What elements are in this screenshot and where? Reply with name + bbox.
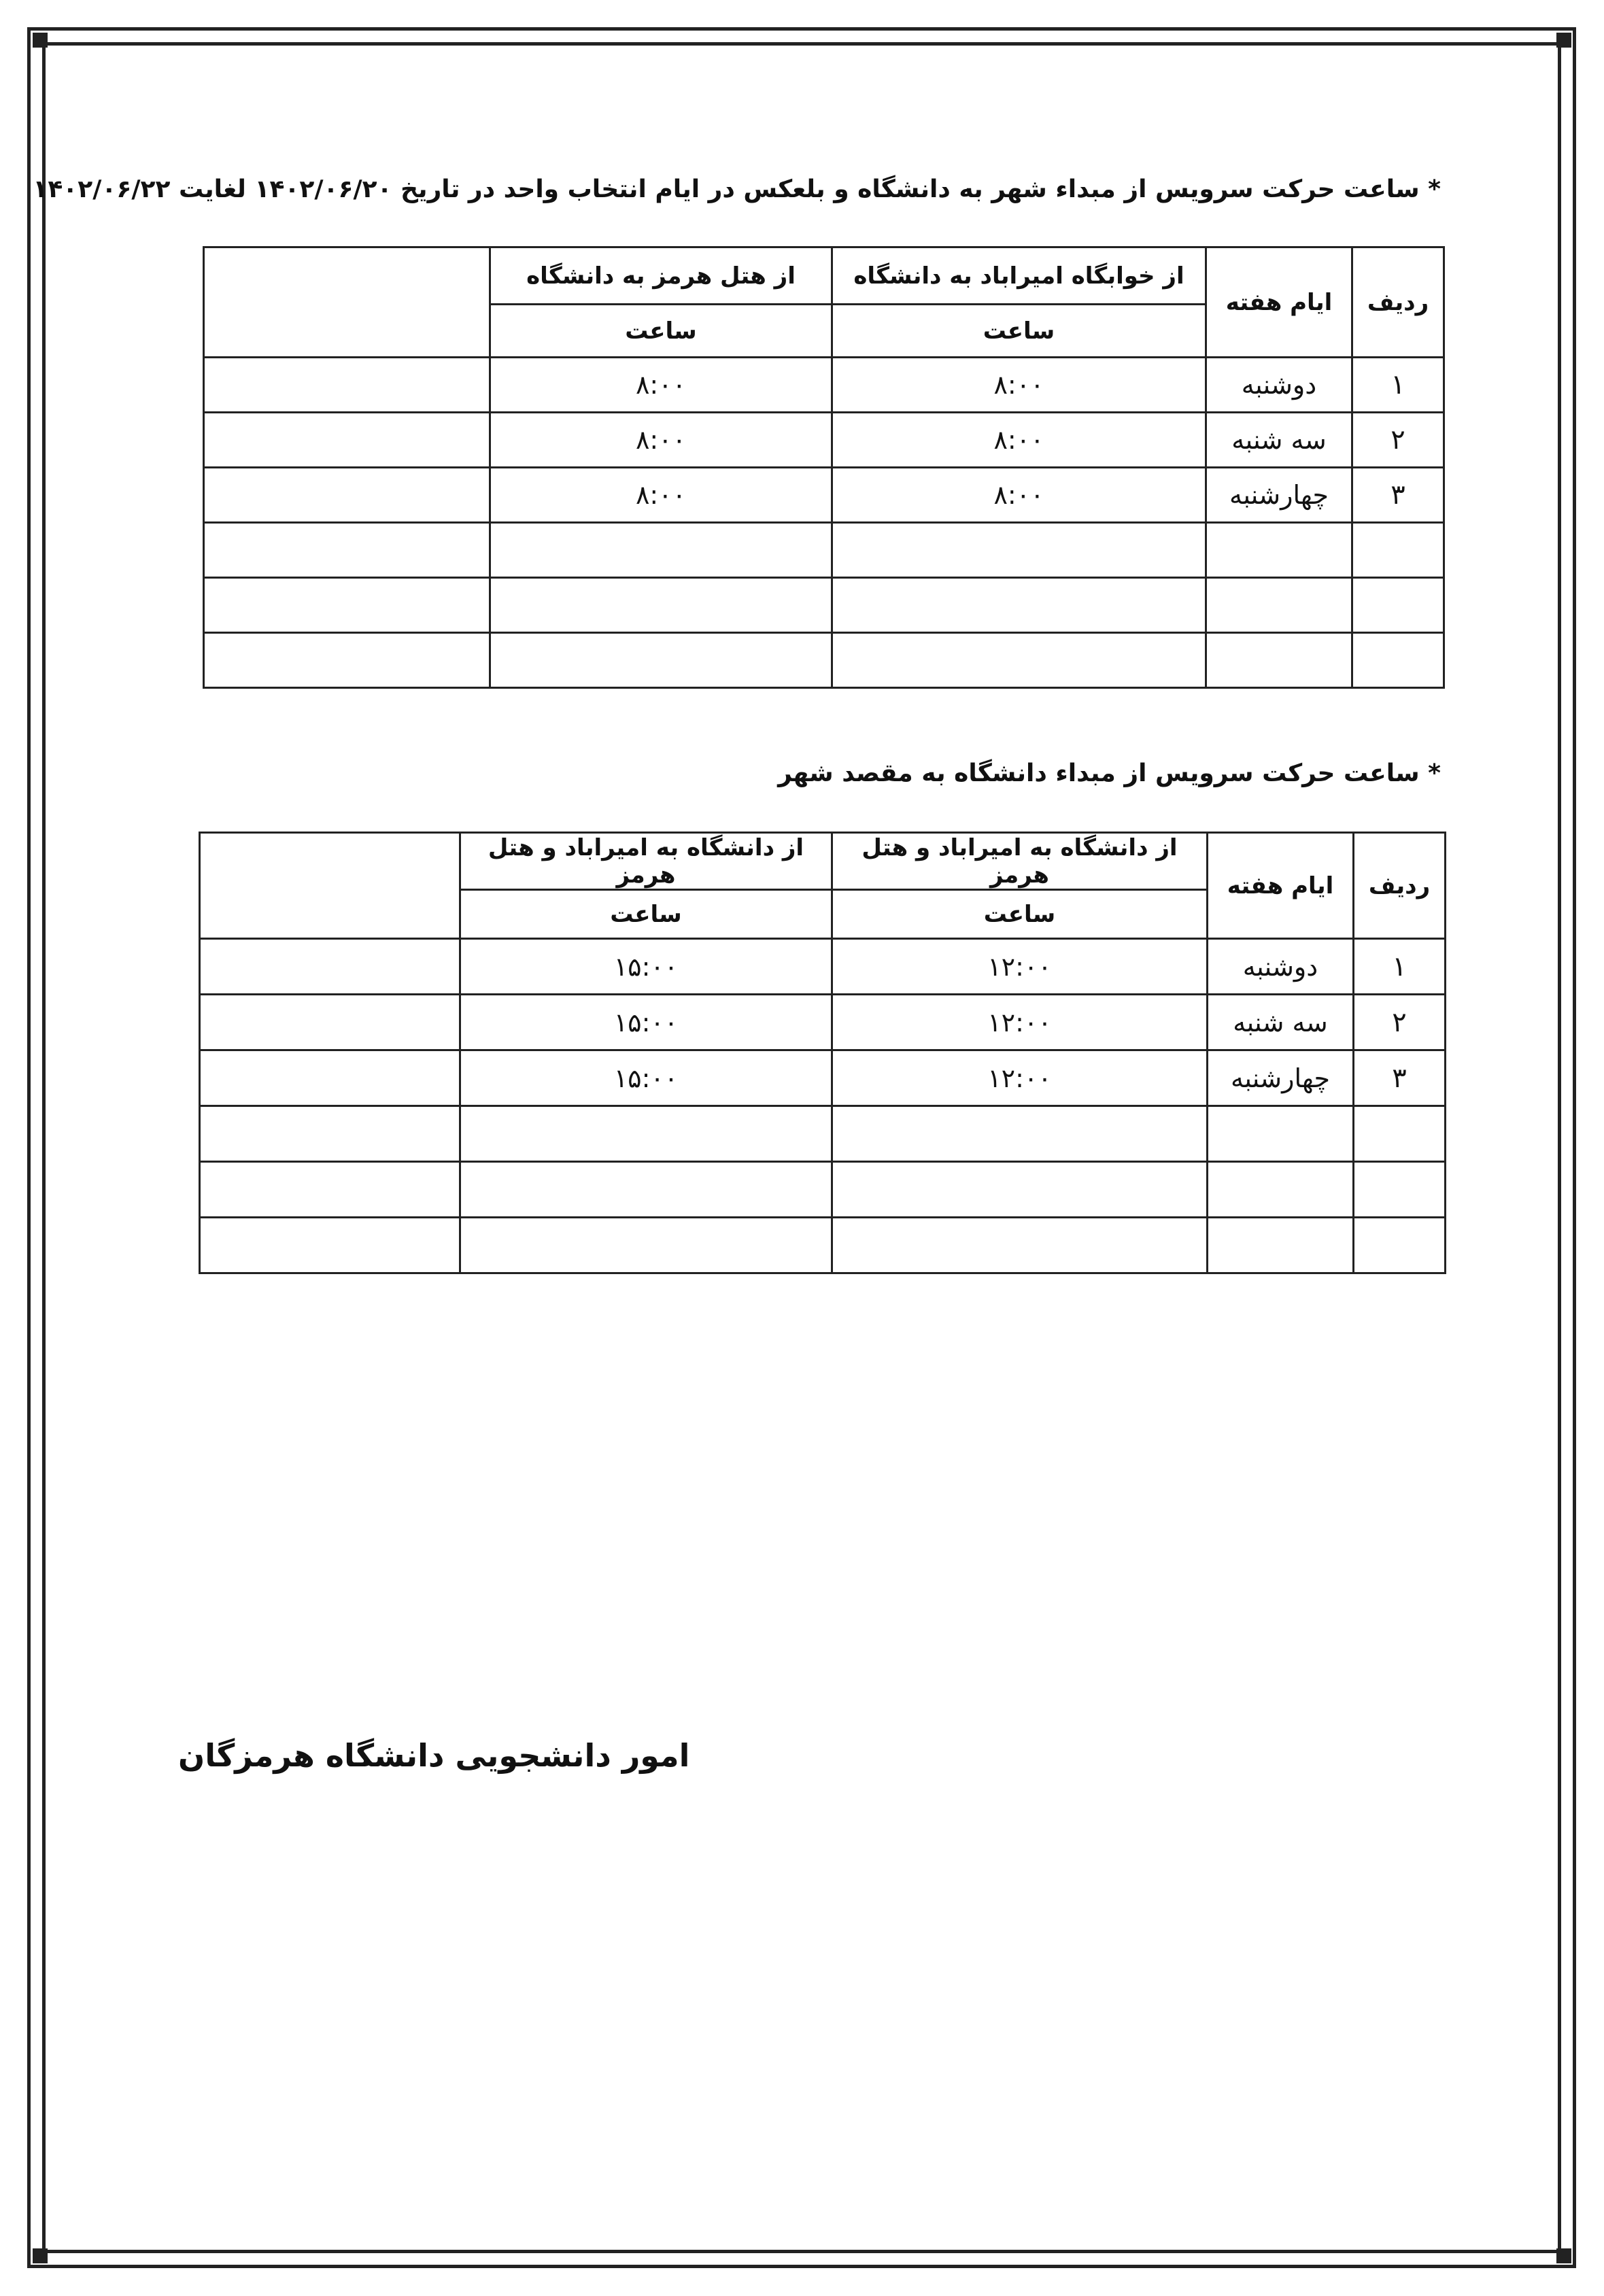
weekday: سه شنبه: [1208, 995, 1354, 1050]
table2-header-weekday: ایام هفته: [1208, 833, 1354, 939]
table-row: [200, 1050, 1446, 1106]
table-row-empty: [204, 633, 1444, 688]
weekday: چهارشنبه: [1206, 468, 1352, 523]
row-number: ۲: [1354, 995, 1446, 1050]
border-corner-top-right: [1556, 33, 1571, 48]
table1-subheader-hour-2: ساعت: [490, 305, 832, 358]
empty-cell: [204, 358, 490, 413]
table2-subheader-hour-1: ساعت: [832, 890, 1208, 939]
row-number: ۱: [1352, 358, 1444, 413]
time-cell: ۸:۰۰: [832, 468, 1206, 523]
table2-subheader-hour-2: ساعت: [460, 890, 832, 939]
row-number: ۱: [1354, 939, 1446, 995]
row-number: ۳: [1354, 1050, 1446, 1106]
table-row-empty: [204, 523, 1444, 578]
time-cell: ۱۵:۰۰: [460, 995, 832, 1050]
time-cell: ۸:۰۰: [832, 358, 1206, 413]
border-corner-top-left: [33, 33, 48, 48]
row-number: ۳: [1352, 468, 1444, 523]
table1-header-row: [204, 247, 1444, 305]
time-cell: ۸:۰۰: [490, 413, 832, 468]
empty-cell: [204, 468, 490, 523]
table2-header-row-number: ردیف: [1354, 833, 1446, 939]
time-cell: ۱۲:۰۰: [832, 939, 1208, 995]
table1-header-from-dormitory: از خوابگاه امیراباد به دانشگاه: [832, 247, 1206, 305]
border-corner-bottom-right: [1556, 2248, 1571, 2263]
empty-cell: [200, 995, 460, 1050]
empty-cell: [204, 413, 490, 468]
table-row-empty: [200, 1162, 1446, 1218]
weekday: دوشنبه: [1206, 358, 1352, 413]
table-row: [204, 358, 1444, 413]
table-row-empty: [204, 578, 1444, 633]
section1-heading: * ساعت حرکت سرویس از مبداء شهر به دانشگاه و بلعکس در ایام انتخاب واحد در تاریخ ۱۴۰۲/۰۶/۲۰ لغایت ۱۴۰۲/۰۶/۲۲: [33, 175, 1441, 203]
table-row-empty: [200, 1218, 1446, 1273]
empty-cell: [200, 939, 460, 995]
schedule-table-2: [199, 832, 1446, 1274]
table1-header-row-number: ردیف: [1352, 247, 1444, 358]
table-row: [204, 468, 1444, 523]
table-row-empty: [200, 1106, 1446, 1162]
border-corner-bottom-left: [33, 2248, 48, 2263]
time-cell: ۸:۰۰: [490, 468, 832, 523]
table2-header-row: [200, 833, 1446, 890]
weekday: دوشنبه: [1208, 939, 1354, 995]
empty-cell: [200, 1050, 460, 1106]
time-cell: ۱۲:۰۰: [832, 1050, 1208, 1106]
weekday: چهارشنبه: [1208, 1050, 1354, 1106]
time-cell: ۱۵:۰۰: [460, 1050, 832, 1106]
table1-header-weekday: ایام هفته: [1206, 247, 1352, 358]
signature-office: امور دانشجویی دانشگاه هرمزگان: [178, 1737, 690, 1774]
table1-header-from-hotel: از هتل هرمز به دانشگاه: [490, 247, 832, 305]
row-number: ۲: [1352, 413, 1444, 468]
table1-subheader-hour-1: ساعت: [832, 305, 1206, 358]
table2-header-empty: [200, 833, 460, 939]
table-row: [200, 939, 1446, 995]
time-cell: ۱۵:۰۰: [460, 939, 832, 995]
table2-header-to-amirabad-hotel-2: از دانشگاه به امیراباد و هتل هرمز: [460, 833, 832, 890]
table2-header-to-amirabad-hotel-1: از دانشگاه به امیراباد و هتل هرمز: [832, 833, 1208, 890]
section2-heading: * ساعت حرکت سرویس از مبداء دانشگاه به مقصد شهر: [778, 759, 1441, 787]
table-row: [200, 995, 1446, 1050]
time-cell: ۸:۰۰: [490, 358, 832, 413]
table-row: [204, 413, 1444, 468]
time-cell: ۸:۰۰: [832, 413, 1206, 468]
schedule-table-1: [203, 246, 1445, 689]
weekday: سه شنبه: [1206, 413, 1352, 468]
time-cell: ۱۲:۰۰: [832, 995, 1208, 1050]
table1-header-empty: [204, 247, 490, 358]
